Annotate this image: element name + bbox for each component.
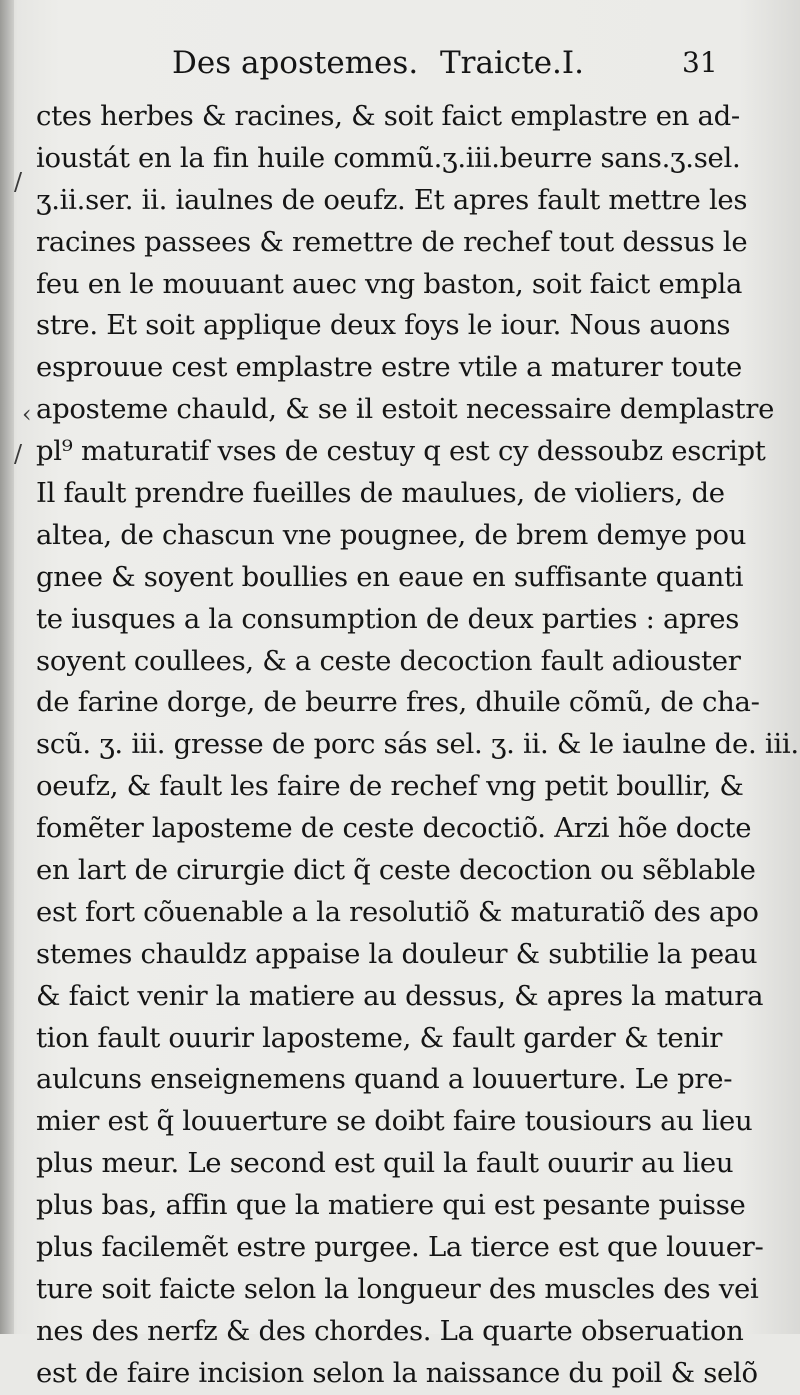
body-text xyxy=(36,96,799,1395)
folio-number: 31 xyxy=(682,46,718,79)
margin-mark: / xyxy=(14,168,23,196)
text-line: altea, de chascun vne pougnee, de brem demye pou xyxy=(36,518,747,551)
text-line: fomẽter laposteme de ceste decoctiõ. Arzi hõe docte xyxy=(36,812,752,845)
page-gutter-shadow xyxy=(0,0,14,1334)
margin-mark: ‹ xyxy=(22,400,32,428)
text-line: ʒ.ii.ser. ii. iaulnes de oeufz. Et apres fault mettre les xyxy=(36,183,748,216)
text-line: en lart de cirurgie dict q̃ ceste decoction ou sẽblable xyxy=(36,854,756,887)
text-line: plus facilemẽt estre purgee. La tierce est que louuer- xyxy=(36,1231,764,1264)
text-line: oeufz, & fault les faire de rechef vng petit boullir, & xyxy=(36,770,744,803)
text-line: tion fault ouurir laposteme, & fault garder & tenir xyxy=(36,1021,723,1054)
text-line: plus meur. Le second est quil la fault ouurir au lieu xyxy=(36,1147,734,1180)
text-line: stemes chauldz appaise la douleur & subtilie la peau xyxy=(36,937,758,970)
page-header xyxy=(172,38,732,88)
text-line: aulcuns enseignemens quand a louuerture. Le pre- xyxy=(36,1063,733,1096)
text-line: scũ. ʒ. iii. gresse de porc sás sel. ʒ. ii. & le iaulne de. iii. xyxy=(36,728,799,761)
text-line: & faict venir la matiere au dessus, & apres la matura xyxy=(36,979,764,1012)
text-line: soyent coullees, & a ceste decoction fault adiouster xyxy=(36,644,741,677)
text-line: nes des nerfz & des chordes. La quarte obseruation xyxy=(36,1314,744,1347)
text-line: est fort cõuenable a la resolutiõ & maturatiõ des apo xyxy=(36,895,759,928)
text-line: plus bas, affin que la matiere qui est pesante puisse xyxy=(36,1189,746,1222)
text-line: ioustát en la fin huile commũ.ʒ.iii.beurre sans.ʒ.sel. xyxy=(36,141,741,174)
text-line: de farine dorge, de beurre fres, dhuile cõmũ, de cha- xyxy=(36,686,760,719)
text-line: feu en le mouuant auec vng baston, soit faict empla xyxy=(36,267,743,300)
text-line: esprouue cest emplastre estre vtile a maturer toute xyxy=(36,351,742,384)
text-line: Il fault prendre fueilles de maulues, de violiers, de xyxy=(36,477,725,510)
text-line: gnee & soyent boullies en eaue en suffisante quanti xyxy=(36,560,744,593)
margin-mark: / xyxy=(14,440,23,468)
text-line: mier est q̃ louuerture se doibt faire tousiours au lieu xyxy=(36,1105,753,1138)
text-line: est de faire incision selon la naissance du poil & selõ xyxy=(36,1356,758,1389)
text-line: ctes herbes & racines, & soit faict emplastre en ad- xyxy=(36,100,740,132)
text-line: stre. Et soit applique deux foys le iour. Nous auons xyxy=(36,309,731,342)
text-line: ture soit faicte selon la longueur des muscles des vei xyxy=(36,1272,759,1305)
text-line: te iusques a la consumption de deux parties : apres xyxy=(36,602,740,635)
section-label: Traicte.I. xyxy=(440,45,585,81)
text-line: aposteme chauld, & se il estoit necessaire demplastre xyxy=(36,393,775,426)
text-line: racines passees & remettre de rechef tout dessus le xyxy=(36,225,748,258)
text-line: pl⁹ maturatif vses de cestuy q est cy dessoubz escript xyxy=(36,435,766,468)
running-title: Des apostemes. xyxy=(172,45,419,81)
